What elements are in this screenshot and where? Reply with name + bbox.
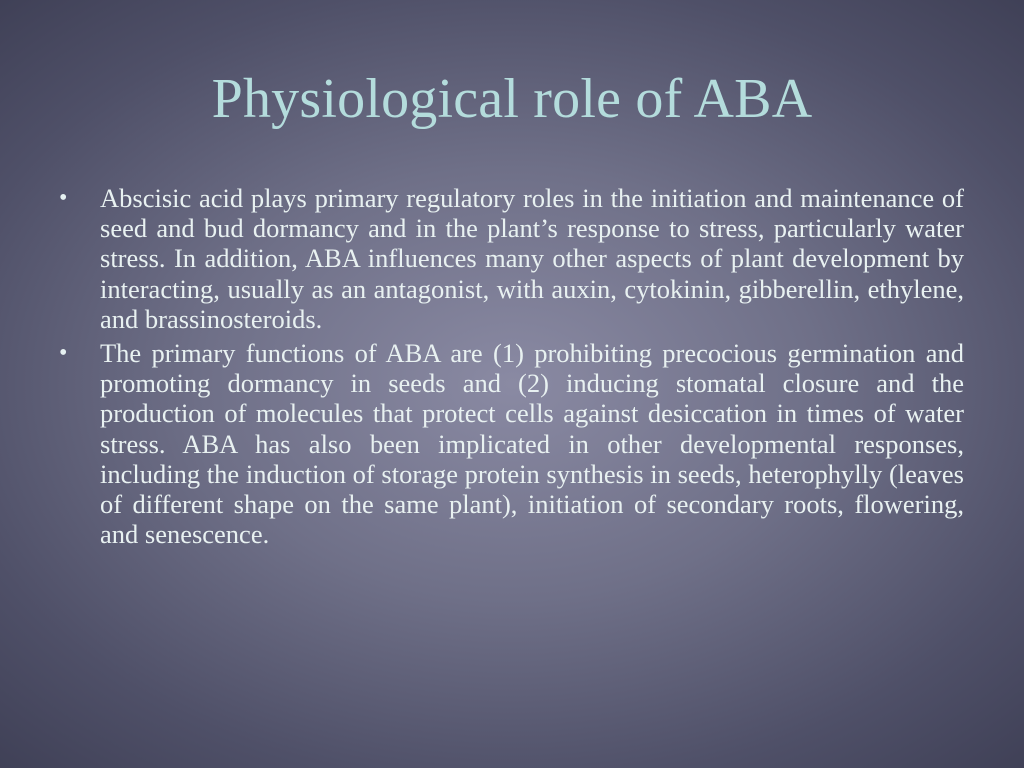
bullet-text: Abscisic acid plays primary regulatory roles in the initiation and maintenance of seed and bud dormancy and in the plant’s response to stress, particularly water stress. In addition, ABA influences many other aspects of plant development by interacting, usually as an antagonist, with auxin, cytokinin, gibberellin, ethylene, and brassinosteroids. xyxy=(100,183,964,334)
bullet-item-1 xyxy=(52,183,964,334)
bullet-icon: • xyxy=(59,340,68,367)
bullet-item-2 xyxy=(52,338,964,549)
bullet-text: The primary functions of ABA are (1) prohibiting precocious germination and promoting dormancy in seeds and (2) inducing stomatal closure and the production of molecules that protect cells against desiccation in times of water stress. ABA has also been implicated in other developmental responses, including the induction of storage protein synthesis in seeds, heterophylly (leaves of different shape on the same plant), initiation of secondary roots, flowering, and senescence. xyxy=(100,338,964,550)
bullet-icon: • xyxy=(59,185,68,211)
slide-title: Physiological role of ABA xyxy=(211,68,813,130)
bullet-list xyxy=(52,183,964,553)
